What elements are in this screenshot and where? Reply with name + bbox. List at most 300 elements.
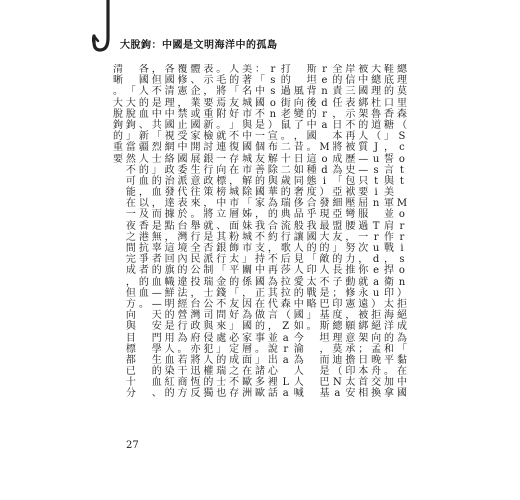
text-char: i (322, 175, 327, 187)
text-char: 彎 (345, 209, 356, 221)
text-char: 市 (242, 243, 253, 254)
text-char: 擔 (345, 354, 356, 366)
text-char: 後 (306, 97, 317, 109)
text-char: 存 (229, 153, 240, 165)
text-char: 永 (358, 287, 369, 299)
text-char: 善 (254, 164, 265, 176)
text-char: 亦 (190, 343, 201, 355)
text-char: 屈 (358, 198, 369, 210)
text-char: 的 (164, 388, 175, 400)
text-char: 再 (345, 131, 356, 143)
text-char: 司 (203, 310, 214, 322)
text-char: ， (242, 287, 253, 299)
text-char: ， (345, 231, 356, 243)
text-char: 是 (319, 287, 330, 299)
text-char: 見 (293, 254, 304, 266)
text-column (177, 64, 189, 402)
text-char: 心 (267, 366, 278, 378)
text-char: r (322, 108, 327, 120)
text-char: 印 (332, 298, 343, 310)
text-char: 香 (138, 220, 149, 232)
text-char: 與 (242, 119, 253, 131)
text-char: 了 (293, 119, 304, 131)
text-char: 回 (164, 254, 175, 266)
text-char: 我 (254, 220, 265, 232)
text-char: 大 (319, 231, 330, 243)
text-char: 天 (151, 310, 162, 322)
text-char: ： (254, 64, 265, 75)
text-char: 焉 (216, 97, 227, 109)
text-char: 這 (306, 153, 317, 165)
text-char: 與 (203, 321, 214, 333)
text-char: 國 (358, 86, 369, 98)
text-char (280, 366, 292, 377)
text-column (293, 64, 305, 402)
text-char: ） (396, 287, 407, 299)
text-char: 治 (164, 175, 175, 187)
text-char: 」 (151, 164, 162, 176)
text-char: 和 (384, 343, 395, 355)
text-char: 安 (151, 321, 162, 333)
text-char: 出 (267, 354, 278, 366)
text-char: 市 (242, 164, 253, 176)
text-char: 脫 (125, 108, 136, 120)
text-char: 關 (242, 265, 253, 277)
text-char: 」 (229, 119, 240, 131)
fishhook-icon (92, 0, 118, 58)
text-char: 中 (254, 265, 265, 277)
text-char: 與 (267, 175, 278, 187)
text-char: 是 (319, 366, 330, 378)
text-char: 解 (267, 153, 278, 165)
text-char: 友 (332, 231, 343, 243)
text-char: 」 (229, 321, 240, 333)
text-char: 是 (151, 97, 162, 109)
text-char: i (374, 187, 378, 199)
text-char: 森 (396, 108, 407, 120)
text-char: 鉤 (113, 119, 123, 131)
text-char: 不 (229, 131, 240, 143)
text-column (267, 64, 279, 402)
text-char: 存 (229, 388, 240, 400)
text-char: 已 (125, 366, 136, 378)
text-column (344, 64, 356, 402)
text-char: 個 (254, 142, 265, 154)
text-char: 表 (203, 64, 214, 75)
text-char: 的 (306, 243, 317, 254)
text-char: 的 (229, 276, 240, 288)
text-char: 總 (396, 64, 407, 75)
text-char: 各 (138, 64, 149, 75)
text-char: 新 (203, 119, 214, 131)
text-char: 為 (332, 164, 343, 176)
text-char: a (373, 276, 380, 288)
text-char: 脫 (113, 108, 123, 120)
text-char: n (372, 198, 380, 210)
text-char: 方 (177, 388, 188, 400)
text-char: 為 (177, 332, 188, 344)
text-char: 任 (332, 97, 343, 109)
text-char: 街 (280, 97, 291, 109)
text-char: 拒 (396, 298, 407, 310)
text-char: 城 (242, 231, 253, 243)
text-char: 「 (242, 198, 253, 210)
text-char: 不 (125, 164, 136, 176)
text-char: 總 (332, 321, 343, 333)
text-char: 血 (151, 377, 162, 389)
text-char: 毛 (216, 75, 227, 87)
text-char: 之 (125, 231, 136, 243)
text-char: 「 (254, 75, 265, 87)
text-char (293, 75, 305, 86)
text-char: 層 (229, 209, 240, 221)
page-number: 27 (126, 440, 139, 451)
text-char: 質 (358, 142, 369, 154)
text-column (138, 64, 150, 402)
text-char: 表 (177, 198, 188, 210)
text-char: 里 (396, 97, 407, 109)
text-char: 盟 (332, 220, 343, 232)
text-char: 可 (125, 175, 136, 187)
text-char: 發 (319, 198, 330, 210)
text-char: 太 (229, 254, 240, 266)
text-char: 名 (242, 86, 253, 98)
text-char: 就 (358, 276, 369, 288)
text-char: 血 (164, 354, 175, 366)
text-char: 黏 (396, 354, 407, 366)
text-char: 瑞 (216, 366, 227, 378)
text-char: 。 (280, 131, 291, 143)
text-char: ， (190, 287, 201, 299)
text-char: 無 (151, 231, 162, 243)
text-char: 正 (254, 287, 265, 299)
text-char: 境 (177, 243, 188, 254)
text-char: 只 (358, 175, 369, 187)
text-char: ； (332, 287, 343, 299)
text-char: 除 (242, 187, 253, 199)
text-char: 粉 (229, 231, 240, 243)
text-char: 否 (203, 243, 214, 254)
text-column (383, 64, 395, 402)
text-char: 大 (113, 97, 123, 109)
text-char: 發 (164, 187, 175, 199)
text-char: 架 (358, 332, 369, 344)
text-char: 用 (164, 332, 175, 344)
text-column (331, 64, 343, 402)
text-char: 言 (267, 310, 278, 322)
text-char: 換 (371, 388, 382, 400)
text-char: 愛 (293, 276, 304, 288)
text-char: 辜 (151, 243, 162, 254)
text-char: 杜 (371, 97, 382, 109)
text-char: 。 (216, 119, 227, 131)
text-char: 侈 (293, 198, 304, 210)
text-char: 友 (254, 153, 265, 165)
text-char: 是 (203, 231, 214, 243)
text-char: 袱 (345, 187, 356, 199)
text-char: 政 (190, 321, 201, 333)
text-char: r (373, 231, 379, 243)
text-char: 舟 (371, 366, 382, 378)
text-char: a (334, 388, 341, 400)
text-char: 大 (125, 97, 136, 109)
text-char: 清 (164, 86, 175, 98)
text-char: 巴 (319, 377, 330, 389)
text-char: 完 (125, 254, 136, 266)
text-char: 」 (306, 310, 317, 322)
text-char: 台 (177, 220, 188, 232)
text-char: 干 (177, 366, 188, 378)
text-char: 美 (384, 187, 395, 199)
text-char: 「 (216, 265, 227, 277)
text-char: 不 (345, 119, 356, 131)
text-char: 理 (332, 332, 343, 344)
text-char: 背 (306, 86, 317, 98)
text-char: ， (203, 86, 214, 98)
text-char (396, 187, 408, 198)
text-char: s (270, 75, 276, 87)
text-char: 的 (113, 131, 123, 143)
text-char: 友 (229, 298, 240, 310)
text-char: 染 (164, 366, 175, 378)
text-char: 印 (306, 265, 317, 277)
text-char: a (282, 388, 289, 400)
text-char: 違 (177, 276, 188, 288)
text-char: 責 (332, 86, 343, 98)
text-char: 不 (254, 108, 265, 120)
text-char: 政 (203, 175, 214, 187)
text-char: t (399, 164, 404, 176)
text-char: 態 (306, 175, 317, 187)
text-char: L (282, 377, 290, 389)
text-char (370, 209, 382, 220)
text-char: 若 (177, 354, 188, 366)
text-char: 作 (384, 231, 395, 243)
text-char: ， (345, 310, 356, 322)
text-char: 十 (280, 153, 291, 165)
text-char: 的 (203, 377, 214, 389)
text-char: ， (254, 209, 265, 221)
text-char: 安 (345, 388, 356, 400)
text-char: 幟 (164, 276, 175, 288)
text-char: 我 (306, 220, 317, 232)
text-char: 支 (254, 243, 265, 254)
text-char: 在 (125, 198, 136, 210)
text-char: 行 (203, 164, 214, 176)
text-column (112, 64, 124, 402)
text-char: 就 (216, 131, 227, 143)
text-char: 莫 (396, 86, 407, 98)
text-char: 太 (306, 276, 317, 288)
text-char: 細 (332, 198, 343, 210)
text-char: 代 (177, 187, 188, 199)
text-char: o (269, 97, 276, 109)
text-char: 迅 (190, 366, 201, 378)
text-char: 討 (203, 142, 214, 154)
text-char: 后 (280, 254, 291, 266)
text-char: 人 (293, 243, 304, 254)
text-column (370, 64, 382, 402)
text-char: 體 (190, 64, 201, 75)
text-char: 力 (345, 254, 356, 266)
text-char: 標 (125, 343, 136, 355)
text-char: 森 (280, 298, 291, 310)
text-char: 國 (306, 231, 317, 243)
text-char: r (322, 64, 327, 75)
text-char: 解 (242, 175, 253, 187)
text-char: 老 (280, 108, 291, 120)
text-char: 日 (358, 354, 369, 366)
text-char: 壓 (345, 198, 356, 210)
text-char: 銀 (216, 243, 227, 254)
text-char: 國 (190, 119, 201, 131)
running-title: 大脫鉤：中國是文明海洋中的孤島 (120, 40, 278, 51)
text-char: 烈 (151, 142, 162, 154)
text-char: 家 (254, 198, 265, 210)
text-char: 的 (138, 97, 149, 109)
text-char: 民 (190, 254, 201, 266)
text-char: 金 (216, 276, 227, 288)
text-char: 重 (113, 142, 123, 154)
text-char: 為 (396, 332, 407, 344)
text-char: 修 (177, 75, 188, 87)
text-char: 灣 (190, 310, 201, 322)
text-char: ， (384, 142, 395, 154)
text-char: 中 (306, 119, 317, 131)
text-char: 過 (358, 220, 369, 232)
text-char: 並 (384, 209, 395, 221)
text-char: 國 (164, 75, 175, 87)
text-char: o (398, 265, 405, 277)
text-char: 復 (229, 142, 240, 154)
text-char: 港 (138, 231, 149, 243)
text-column (319, 64, 331, 402)
text-char: 。 (216, 64, 227, 75)
text-char: 而 (319, 354, 330, 366)
text-char: 動 (345, 276, 356, 288)
text-char: s (399, 254, 405, 266)
text-char: 也 (216, 388, 227, 400)
text-char: 太 (384, 298, 395, 310)
text-char: J (374, 142, 379, 154)
text-char: 軍 (384, 198, 395, 210)
text-char: 三 (345, 86, 356, 98)
text-char: 國 (293, 310, 304, 322)
text-char: 在 (396, 366, 407, 378)
text-char: 人 (358, 131, 369, 143)
text-char: 二 (280, 142, 291, 154)
text-char: 道 (371, 119, 382, 131)
text-char: 的 (138, 276, 149, 288)
text-char: 禁 (177, 108, 188, 120)
text-char: 灣 (177, 231, 188, 243)
text-char: 連 (216, 142, 227, 154)
text-char: 業 (190, 97, 201, 109)
text-char: 不 (319, 276, 330, 288)
text-char: 國 (164, 119, 175, 131)
text-char: 將 (203, 209, 214, 221)
text-char: 」 (216, 343, 227, 355)
text-char: 中 (151, 108, 162, 120)
text-char: 被 (345, 142, 356, 154)
text-char: 然 (125, 153, 136, 165)
text-char: 子 (332, 276, 343, 288)
text-char: 今 (293, 332, 304, 344)
text-char: 市 (229, 198, 240, 210)
text-char: 。 (254, 343, 265, 355)
text-char: 夜 (125, 220, 136, 232)
text-char: u (372, 153, 380, 165)
text-char: 一 (358, 231, 369, 243)
text-char: r (399, 231, 405, 243)
text-char: 向 (125, 310, 136, 322)
text-char: 舉 (190, 220, 201, 232)
text-char: 印 (345, 366, 356, 378)
text-char: 歲 (280, 175, 291, 187)
text-char: 標 (216, 175, 227, 187)
text-column (151, 64, 163, 402)
text-char: e (321, 75, 328, 87)
text-char: 將 (332, 142, 343, 154)
text-char: ， (164, 231, 175, 243)
text-char: 言 (384, 164, 395, 176)
text-char: 香 (384, 108, 395, 120)
text-char: 的 (358, 119, 369, 131)
text-char: 本 (358, 366, 369, 378)
text-char: 受 (177, 131, 188, 143)
text-char: 的 (151, 175, 162, 187)
text-char: 行 (280, 231, 291, 243)
text-char: 因 (242, 298, 253, 310)
text-char: 的 (384, 86, 395, 98)
text-char: 者 (138, 265, 149, 277)
text-char: ， (267, 321, 278, 333)
text-char: 國 (254, 97, 265, 109)
text-char: 往 (190, 187, 201, 199)
text-char: 鉤 (125, 119, 136, 131)
text-char: 但 (125, 287, 136, 299)
text-char: 的 (151, 366, 162, 378)
text-char: 旗 (164, 265, 175, 277)
text-char: 都 (125, 354, 136, 366)
text-char: 最 (319, 220, 330, 232)
text-char: 中 (216, 198, 227, 210)
text-char: 承 (345, 343, 356, 355)
text-char: 史 (345, 164, 356, 176)
text-char: 鮮 (164, 287, 175, 299)
text-char: 流 (280, 220, 291, 232)
text-char: 而 (151, 209, 162, 221)
text-char: N (333, 377, 342, 389)
text-char: 派 (203, 254, 214, 266)
text-char: 修 (345, 287, 356, 299)
text-char: 方 (125, 298, 136, 310)
text-char: 恆 (190, 377, 201, 389)
text-char: 喊 (293, 388, 304, 400)
text-char: 者 (151, 254, 162, 266)
text-char: 血 (138, 175, 149, 187)
text-char: o (321, 153, 328, 165)
text-char: 努 (345, 243, 356, 254)
text-char: 鼠 (280, 119, 291, 131)
text-char: 視 (164, 131, 175, 143)
text-char: 人 (229, 64, 240, 75)
text-char: 派 (177, 175, 188, 187)
text-char: 不 (229, 377, 240, 389)
text-char: 理 (396, 75, 407, 87)
text-char: S (398, 131, 406, 143)
text-char: 好 (229, 310, 240, 322)
